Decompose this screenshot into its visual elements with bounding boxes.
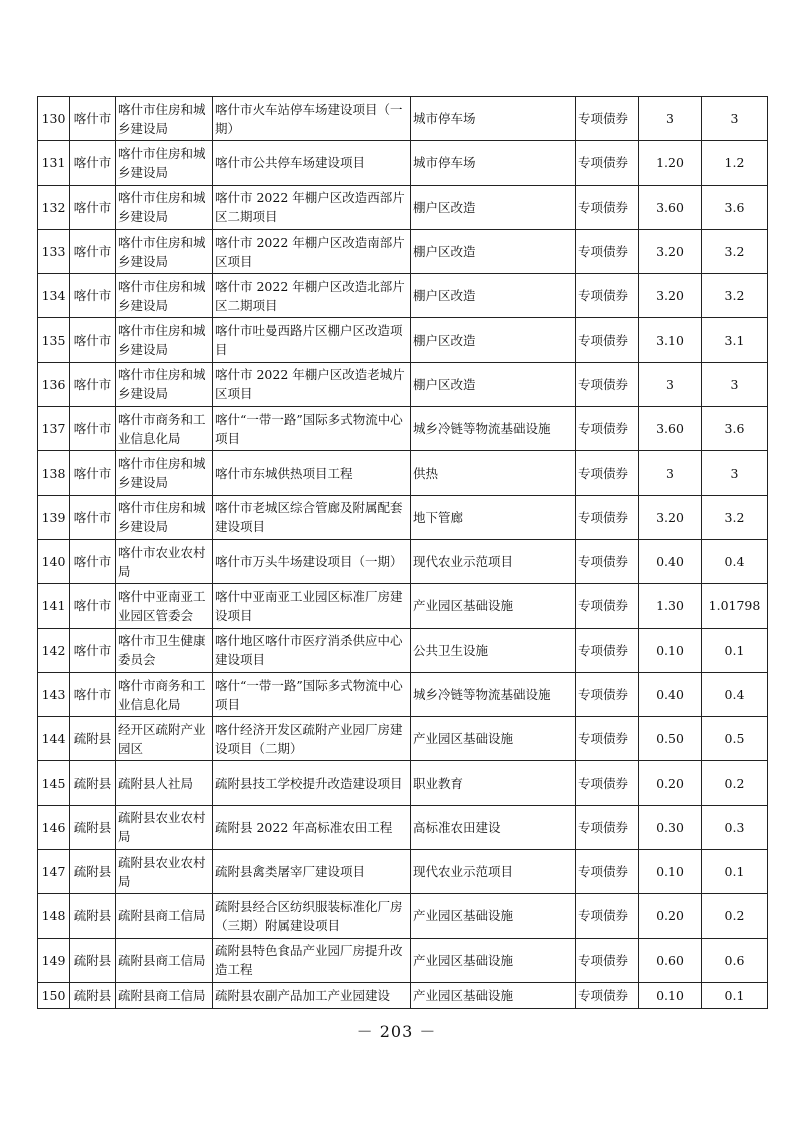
region-cell: 喀什市: [70, 495, 116, 539]
amount-cell: 3.60: [639, 185, 702, 229]
amount-cell: 0.60: [639, 938, 702, 982]
bond-type-cell: 专项债券: [576, 318, 639, 362]
department-cell: 喀什市住房和城乡建设局: [116, 229, 213, 273]
used-amount-cell: 3.6: [702, 407, 768, 451]
category-cell: 棚户区改造: [411, 318, 576, 362]
amount-cell: 0.10: [639, 850, 702, 894]
used-amount-cell: 0.4: [702, 672, 768, 716]
category-cell: 产业园区基础设施: [411, 717, 576, 761]
region-cell: 疏附县: [70, 982, 116, 1008]
department-cell: 喀什市农业农村局: [116, 539, 213, 583]
row-number: 130: [38, 97, 70, 141]
table-row: [38, 229, 768, 273]
table-row: [38, 407, 768, 451]
category-cell: 高标准农田建设: [411, 805, 576, 849]
category-cell: 棚户区改造: [411, 229, 576, 273]
table-row: [38, 628, 768, 672]
category-cell: 城市停车场: [411, 141, 576, 185]
table-row: [38, 318, 768, 362]
department-cell: 疏附县商工信局: [116, 938, 213, 982]
used-amount-cell: 0.2: [702, 894, 768, 938]
amount-cell: 0.20: [639, 894, 702, 938]
category-cell: 地下管廊: [411, 495, 576, 539]
project-name-cell: 喀什市 2022 年棚户区改造南部片区项目: [213, 229, 411, 273]
category-cell: 棚户区改造: [411, 274, 576, 318]
department-cell: 经开区疏附产业园区: [116, 717, 213, 761]
project-name-cell: 疏附县农副产品加工产业园建设: [213, 982, 411, 1008]
row-number: 144: [38, 717, 70, 761]
project-name-cell: 喀什中亚南亚工业园区标准厂房建设项目: [213, 584, 411, 628]
used-amount-cell: 3: [702, 97, 768, 141]
department-cell: 疏附县商工信局: [116, 982, 213, 1008]
project-name-cell: 喀什地区喀什市医疗消杀供应中心建设项目: [213, 628, 411, 672]
category-cell: 供热: [411, 451, 576, 495]
region-cell: 疏附县: [70, 850, 116, 894]
department-cell: 喀什市商务和工业信息化局: [116, 672, 213, 716]
department-cell: 喀什市住房和城乡建设局: [116, 318, 213, 362]
region-cell: 喀什市: [70, 318, 116, 362]
department-cell: 喀什市住房和城乡建设局: [116, 451, 213, 495]
table-row: [38, 185, 768, 229]
category-cell: 现代农业示范项目: [411, 539, 576, 583]
used-amount-cell: 1.2: [702, 141, 768, 185]
used-amount-cell: 0.1: [702, 628, 768, 672]
table-row: [38, 938, 768, 982]
table-row: [38, 584, 768, 628]
row-number: 148: [38, 894, 70, 938]
bond-type-cell: 专项债券: [576, 982, 639, 1008]
table-row: [38, 274, 768, 318]
department-cell: 喀什市商务和工业信息化局: [116, 407, 213, 451]
bond-type-cell: 专项债券: [576, 362, 639, 406]
amount-cell: 1.20: [639, 141, 702, 185]
bond-type-cell: 专项债券: [576, 97, 639, 141]
used-amount-cell: 0.4: [702, 539, 768, 583]
row-number: 132: [38, 185, 70, 229]
region-cell: 疏附县: [70, 805, 116, 849]
department-cell: 喀什市住房和城乡建设局: [116, 274, 213, 318]
region-cell: 疏附县: [70, 717, 116, 761]
table-row: [38, 850, 768, 894]
table-row: [38, 539, 768, 583]
used-amount-cell: 3.6: [702, 185, 768, 229]
bond-project-table: [37, 96, 768, 1009]
category-cell: 职业教育: [411, 761, 576, 805]
bond-type-cell: 专项债券: [576, 539, 639, 583]
project-name-cell: 疏附县禽类屠宰厂建设项目: [213, 850, 411, 894]
table-row: [38, 141, 768, 185]
region-cell: 喀什市: [70, 672, 116, 716]
row-number: 146: [38, 805, 70, 849]
row-number: 137: [38, 407, 70, 451]
table-body: [38, 97, 768, 1009]
used-amount-cell: 3.2: [702, 495, 768, 539]
project-name-cell: 疏附县特色食品产业园厂房提升改造工程: [213, 938, 411, 982]
department-cell: 喀什市住房和城乡建设局: [116, 141, 213, 185]
used-amount-cell: 0.3: [702, 805, 768, 849]
bond-type-cell: 专项债券: [576, 407, 639, 451]
table-row: [38, 672, 768, 716]
project-name-cell: 喀什市 2022 年棚户区改造西部片区二期项目: [213, 185, 411, 229]
amount-cell: 0.40: [639, 672, 702, 716]
project-name-cell: 喀什市吐曼西路片区棚户区改造项目: [213, 318, 411, 362]
department-cell: 喀什市住房和城乡建设局: [116, 362, 213, 406]
department-cell: 疏附县人社局: [116, 761, 213, 805]
bond-type-cell: 专项债券: [576, 761, 639, 805]
department-cell: 疏附县农业农村局: [116, 850, 213, 894]
bond-type-cell: 专项债券: [576, 229, 639, 273]
amount-cell: 3.20: [639, 274, 702, 318]
region-cell: 疏附县: [70, 761, 116, 805]
category-cell: 城市停车场: [411, 97, 576, 141]
region-cell: 喀什市: [70, 274, 116, 318]
region-cell: 疏附县: [70, 894, 116, 938]
table-row: [38, 362, 768, 406]
row-number: 141: [38, 584, 70, 628]
row-number: 142: [38, 628, 70, 672]
used-amount-cell: 1.01798: [702, 584, 768, 628]
table-row: [38, 894, 768, 938]
table-row: [38, 717, 768, 761]
row-number: 131: [38, 141, 70, 185]
amount-cell: 0.30: [639, 805, 702, 849]
bond-type-cell: 专项债券: [576, 185, 639, 229]
department-cell: 疏附县农业农村局: [116, 805, 213, 849]
department-cell: 喀什中亚南亚工业园区管委会: [116, 584, 213, 628]
category-cell: 城乡冷链等物流基础设施: [411, 407, 576, 451]
bond-type-cell: 专项债券: [576, 805, 639, 849]
project-name-cell: 喀什经济开发区疏附产业园厂房建设项目（二期）: [213, 717, 411, 761]
project-name-cell: 喀什市万头牛场建设项目（一期）: [213, 539, 411, 583]
page-number: － 203 －: [356, 1022, 437, 1041]
amount-cell: 3.60: [639, 407, 702, 451]
used-amount-cell: 0.1: [702, 982, 768, 1008]
project-name-cell: 疏附县经合区纺织服装标准化厂房（三期）附属建设项目: [213, 894, 411, 938]
project-name-cell: 喀什市东城供热项目工程: [213, 451, 411, 495]
category-cell: 公共卫生设施: [411, 628, 576, 672]
project-name-cell: 喀什市火车站停车场建设项目（一期）: [213, 97, 411, 141]
category-cell: 城乡冷链等物流基础设施: [411, 672, 576, 716]
used-amount-cell: 3: [702, 362, 768, 406]
row-number: 143: [38, 672, 70, 716]
category-cell: 棚户区改造: [411, 362, 576, 406]
used-amount-cell: 0.5: [702, 717, 768, 761]
project-name-cell: 喀什市 2022 年棚户区改造老城片区项目: [213, 362, 411, 406]
used-amount-cell: 0.6: [702, 938, 768, 982]
row-number: 135: [38, 318, 70, 362]
amount-cell: 1.30: [639, 584, 702, 628]
amount-cell: 3: [639, 451, 702, 495]
used-amount-cell: 3.1: [702, 318, 768, 362]
row-number: 138: [38, 451, 70, 495]
bond-type-cell: 专项债券: [576, 495, 639, 539]
used-amount-cell: 3.2: [702, 229, 768, 273]
category-cell: 产业园区基础设施: [411, 894, 576, 938]
project-name-cell: 喀什“一带一路”国际多式物流中心项目: [213, 672, 411, 716]
project-name-cell: 疏附县技工学校提升改造建设项目: [213, 761, 411, 805]
region-cell: 喀什市: [70, 539, 116, 583]
bond-type-cell: 专项债券: [576, 451, 639, 495]
bond-type-cell: 专项债券: [576, 672, 639, 716]
amount-cell: 3: [639, 362, 702, 406]
row-number: 145: [38, 761, 70, 805]
amount-cell: 0.10: [639, 982, 702, 1008]
amount-cell: 3: [639, 97, 702, 141]
category-cell: 产业园区基础设施: [411, 982, 576, 1008]
bond-type-cell: 专项债券: [576, 717, 639, 761]
region-cell: 疏附县: [70, 938, 116, 982]
bond-type-cell: 专项债券: [576, 584, 639, 628]
amount-cell: 0.50: [639, 717, 702, 761]
project-name-cell: 喀什市老城区综合管廊及附属配套建设项目: [213, 495, 411, 539]
row-number: 133: [38, 229, 70, 273]
department-cell: 喀什市住房和城乡建设局: [116, 185, 213, 229]
region-cell: 喀什市: [70, 362, 116, 406]
department-cell: 喀什市住房和城乡建设局: [116, 97, 213, 141]
row-number: 134: [38, 274, 70, 318]
category-cell: 棚户区改造: [411, 185, 576, 229]
project-name-cell: 喀什市 2022 年棚户区改造北部片区二期项目: [213, 274, 411, 318]
bond-type-cell: 专项债券: [576, 938, 639, 982]
row-number: 139: [38, 495, 70, 539]
department-cell: 疏附县商工信局: [116, 894, 213, 938]
bond-type-cell: 专项债券: [576, 274, 639, 318]
amount-cell: 3.20: [639, 229, 702, 273]
table-row: [38, 982, 768, 1008]
amount-cell: 3.20: [639, 495, 702, 539]
bond-type-cell: 专项债券: [576, 628, 639, 672]
amount-cell: 0.20: [639, 761, 702, 805]
amount-cell: 3.10: [639, 318, 702, 362]
table-row: [38, 97, 768, 141]
region-cell: 喀什市: [70, 229, 116, 273]
project-name-cell: 喀什市公共停车场建设项目: [213, 141, 411, 185]
row-number: 149: [38, 938, 70, 982]
used-amount-cell: 3: [702, 451, 768, 495]
row-number: 150: [38, 982, 70, 1008]
project-name-cell: 喀什“一带一路”国际多式物流中心项目: [213, 407, 411, 451]
table-row: [38, 805, 768, 849]
table-row: [38, 495, 768, 539]
project-name-cell: 疏附县 2022 年高标准农田工程: [213, 805, 411, 849]
region-cell: 喀什市: [70, 584, 116, 628]
used-amount-cell: 3.2: [702, 274, 768, 318]
used-amount-cell: 0.1: [702, 850, 768, 894]
table-row: [38, 761, 768, 805]
department-cell: 喀什市卫生健康委员会: [116, 628, 213, 672]
region-cell: 喀什市: [70, 628, 116, 672]
region-cell: 喀什市: [70, 185, 116, 229]
bond-type-cell: 专项债券: [576, 850, 639, 894]
row-number: 140: [38, 539, 70, 583]
region-cell: 喀什市: [70, 451, 116, 495]
amount-cell: 0.40: [639, 539, 702, 583]
table-row: [38, 451, 768, 495]
bond-type-cell: 专项债券: [576, 141, 639, 185]
category-cell: 产业园区基础设施: [411, 938, 576, 982]
region-cell: 喀什市: [70, 97, 116, 141]
used-amount-cell: 0.2: [702, 761, 768, 805]
category-cell: 现代农业示范项目: [411, 850, 576, 894]
row-number: 147: [38, 850, 70, 894]
region-cell: 喀什市: [70, 141, 116, 185]
amount-cell: 0.10: [639, 628, 702, 672]
bond-type-cell: 专项债券: [576, 894, 639, 938]
row-number: 136: [38, 362, 70, 406]
region-cell: 喀什市: [70, 407, 116, 451]
category-cell: 产业园区基础设施: [411, 584, 576, 628]
department-cell: 喀什市住房和城乡建设局: [116, 495, 213, 539]
